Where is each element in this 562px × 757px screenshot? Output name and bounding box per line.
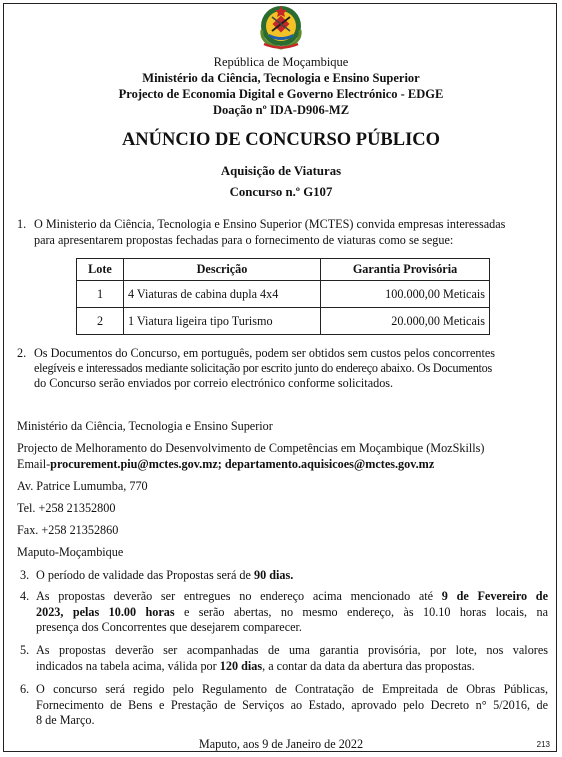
cell-garantia: 100.000,00 Meticais (321, 281, 490, 308)
item-6-line-2: Fornecimento de Bens e Prestação de Serviços ao Estado, aprovado pelo Decreto n° 5/2016, de (36, 697, 548, 712)
cell-garantia: 20.000,00 Meticais (321, 308, 490, 335)
item-1-line-2: para apresentarem propostas fechadas para o fornecimento de viaturas como se segue: (34, 233, 454, 247)
item-6-line-3: 8 de Março. (36, 713, 95, 727)
item-2-number: 2. (17, 346, 27, 360)
item-4-line-2: e serão abertas, no mesmo endereço, às 10.10 horas locais, na (174, 604, 548, 619)
header-ministry: Ministério da Ciência, Tecnologia e Ensino Superior (142, 71, 420, 85)
item-5-line-2-pre: indicados na tabela acima, válida por (36, 658, 220, 673)
item-6-number: 6. (20, 682, 30, 696)
item-4-number: 4. (20, 589, 30, 603)
document-title: ANÚNCIO DE CONCURSO PÚBLICO (121, 130, 441, 150)
email-link[interactable]: procurement.piu@mctes.gov.mz; departamento.aquisicoes@mctes.gov.mz (50, 457, 435, 471)
address-project: Projecto de Melhoramento do Desenvolvimento de Competências em Moçambique (MozSkills) (17, 441, 485, 455)
item-3-number: 3. (20, 568, 30, 582)
subtitle-tender-number: Concurso n.º G107 (229, 185, 333, 199)
header-descricao: Descrição (124, 259, 321, 281)
item-3-pre: O período de validade das Propostas será de (36, 568, 254, 582)
cell-descricao: 4 Viaturas de cabina dupla 4x4 (124, 281, 321, 308)
item-4-date: 9 de Fevereiro de (441, 589, 548, 603)
subtitle-acquisition: Aquisição de Viaturas (220, 164, 342, 178)
item-2-line-1: Os Documentos do Concurso, em português, podem ser obtidos sem custos pelos concorrentes (34, 346, 496, 360)
lots-table (76, 258, 490, 335)
item-4-line-3: presença dos Concorrentes que desejarem comparecer. (36, 620, 302, 634)
item-2-line-2: elegíveis e interessados mediante solicitação por escrito junto do endereço abaixo. Os Documentos (34, 361, 493, 375)
item-3-text (36, 568, 293, 584)
cell-lote: 2 (77, 308, 124, 335)
item-6-line-1: O concurso será regido pelo Regulamento de Contratação de Empreitada de Obras Públicas, (36, 682, 548, 696)
header-grant: Doação nº IDA-D906-MZ (212, 103, 350, 117)
address-email-line (17, 457, 434, 473)
email-label: Email- (17, 457, 51, 471)
cell-lote: 1 (77, 281, 124, 308)
table-row (77, 281, 490, 308)
item-6-text (36, 682, 548, 729)
item-4-line-1: As propostas deverão ser entregues no endereço acima mencionado até (36, 589, 442, 603)
item-5-number: 5. (20, 643, 30, 657)
item-5-line-1: As propostas deverão ser acompanhadas de uma garantia provisória, por lote, nos valores (36, 643, 548, 657)
table-header-row (77, 259, 490, 281)
coat-of-arms-icon (258, 4, 304, 50)
address-tel: Tel. +258 21352800 (17, 501, 116, 515)
header-lote: Lote (77, 259, 124, 281)
item-4-text (36, 589, 548, 636)
item-5-line-2-post: , a contar da data da abertura das propostas. (262, 658, 475, 673)
header-republic: República de Moçambique (213, 55, 349, 69)
item-4-time: 2023, pelas 10.00 horas (36, 604, 175, 619)
item-5-text (36, 643, 548, 674)
cell-descricao: 1 Viatura ligeira tipo Turismo (124, 308, 321, 335)
address-fax: Fax. +258 21352860 (17, 523, 119, 537)
table-row (77, 308, 490, 335)
address-street: Av. Patrice Lumumba, 770 (17, 479, 148, 493)
item-1-number: 1. (17, 217, 27, 231)
footer-date: Maputo, aos 9 de Janeiro de 2022 (198, 737, 364, 751)
page-number: 213 (536, 740, 550, 749)
header-garantia: Garantia Provisória (321, 259, 490, 281)
header-project: Projecto de Economia Digital e Governo Electrónico - EDGE (118, 87, 444, 101)
item-1-line-1: O Ministerio da Ciência, Tecnologia e Ensino Superior (MCTES) convida empresas interessadas (34, 217, 506, 231)
item-3-bold: 90 dias. (253, 568, 294, 582)
item-2-line-3: do Concurso serão enviados por correio electrónico conforme solicitados. (34, 376, 394, 390)
item-5-days: 120 dias (219, 658, 263, 673)
address-city: Maputo-Moçambique (17, 545, 124, 559)
address-ministry: Ministério da Ciência, Tecnologia e Ensino Superior (17, 419, 273, 433)
